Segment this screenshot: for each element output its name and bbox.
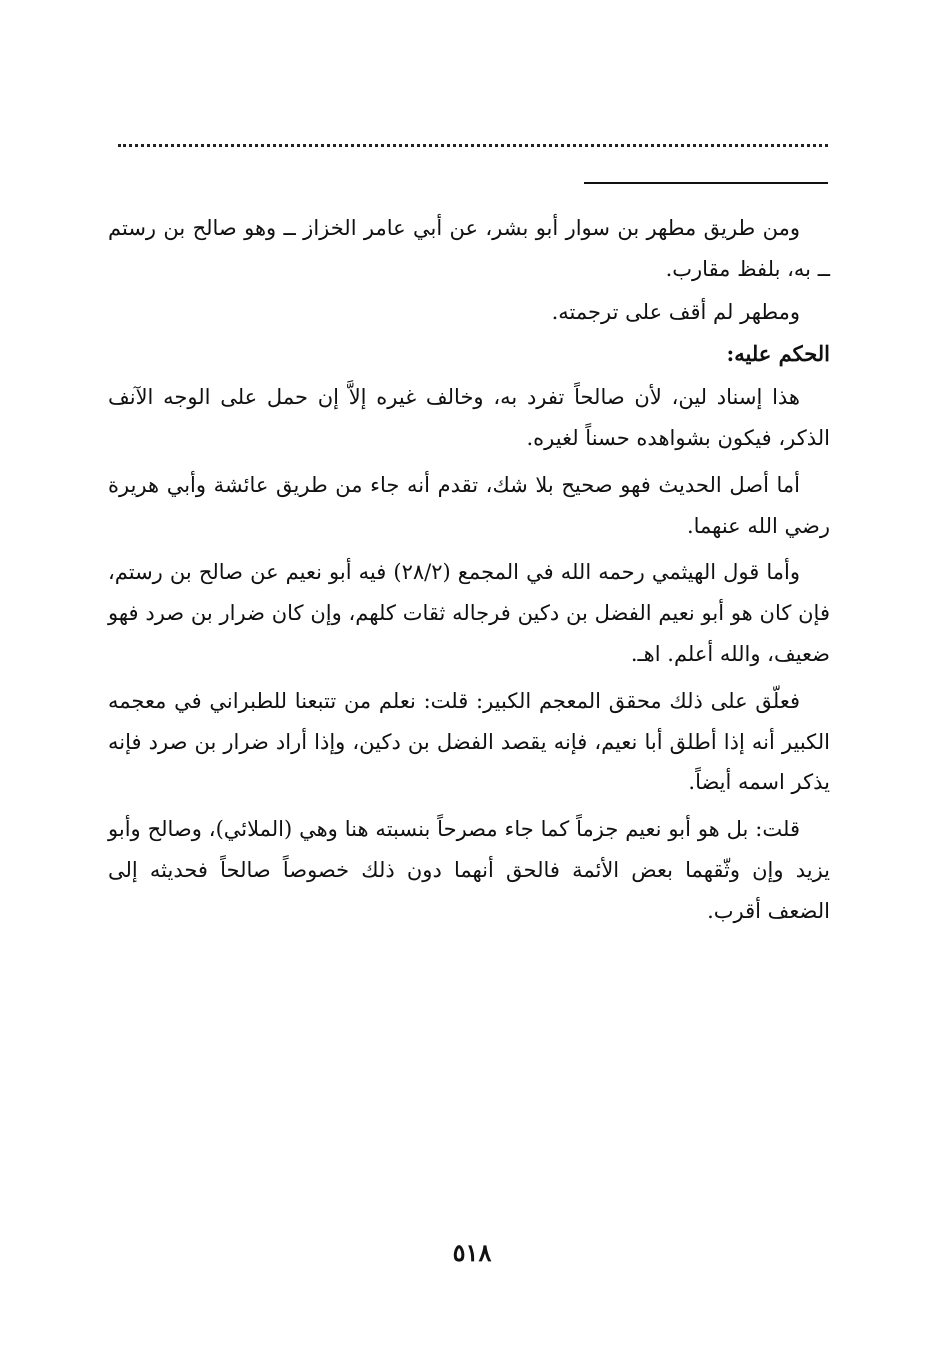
paragraph-haythami: وأما قول الهيثمي رحمه الله في المجمع (٢٨/٢) فيه أبو نعيم عن صالح بن رستم، فإن كان هو أبو نعيم الفضل بن دكين فرجاله ثقات كلهم، وإن كان ضرار بن صرد فهو ضعيف، والله أعلم. اهـ. (108, 560, 830, 666)
paragraph-mutahhar: ومطهر لم أقف على ترجمته. (551, 299, 800, 324)
page-number: ٥١٨ (452, 1238, 492, 1267)
section-heading: الحكم عليه: (726, 341, 830, 367)
paragraph-conclusion: قلت: بل هو أبو نعيم جزماً كما جاء مصرحاً بنسبته هنا وهي (الملائي)، وصالح وأبو يزيد وإن وثّقهما بعض الأئمة فالحق أنهما دون ذلك خصوصاً صالحاً فحديثه إلى الضعف أقرب. (108, 817, 830, 923)
dotted-separator (118, 144, 828, 147)
main-text (108, 208, 830, 938)
paragraph-chain: ومن طريق مطهر بن سوار أبو بشر، عن أبي عامر الخزاز ــ وهو صالح بن رستم ــ به، بلفظ مقارب. (108, 216, 830, 281)
footnote-rule (584, 182, 828, 184)
paragraph-editor-comment: فعلّق على ذلك محقق المعجم الكبير: قلت: نعلم من تتبعنا للطبراني في معجمه الكبير أنه إذا أطلق أبا نعيم، فإنه يقصد الفضل بن دكين، وإذا أراد ضرار بن صرد فإنه يذكر اسمه أيضاً. (108, 688, 830, 795)
paragraph-origin: أما أصل الحديث فهو صحيح بلا شك، تقدم أنه جاء من طريق عائشة وأبي هريرة رضي الله عنهما. (108, 472, 830, 538)
paragraph-ruling: هذا إسناد لين، لأن صالحاً تفرد به، وخالف غيره إلاَّ إن حمل على الوجه الآنف الذكر، فيكون بشواهده حسناً لغيره. (108, 385, 830, 450)
